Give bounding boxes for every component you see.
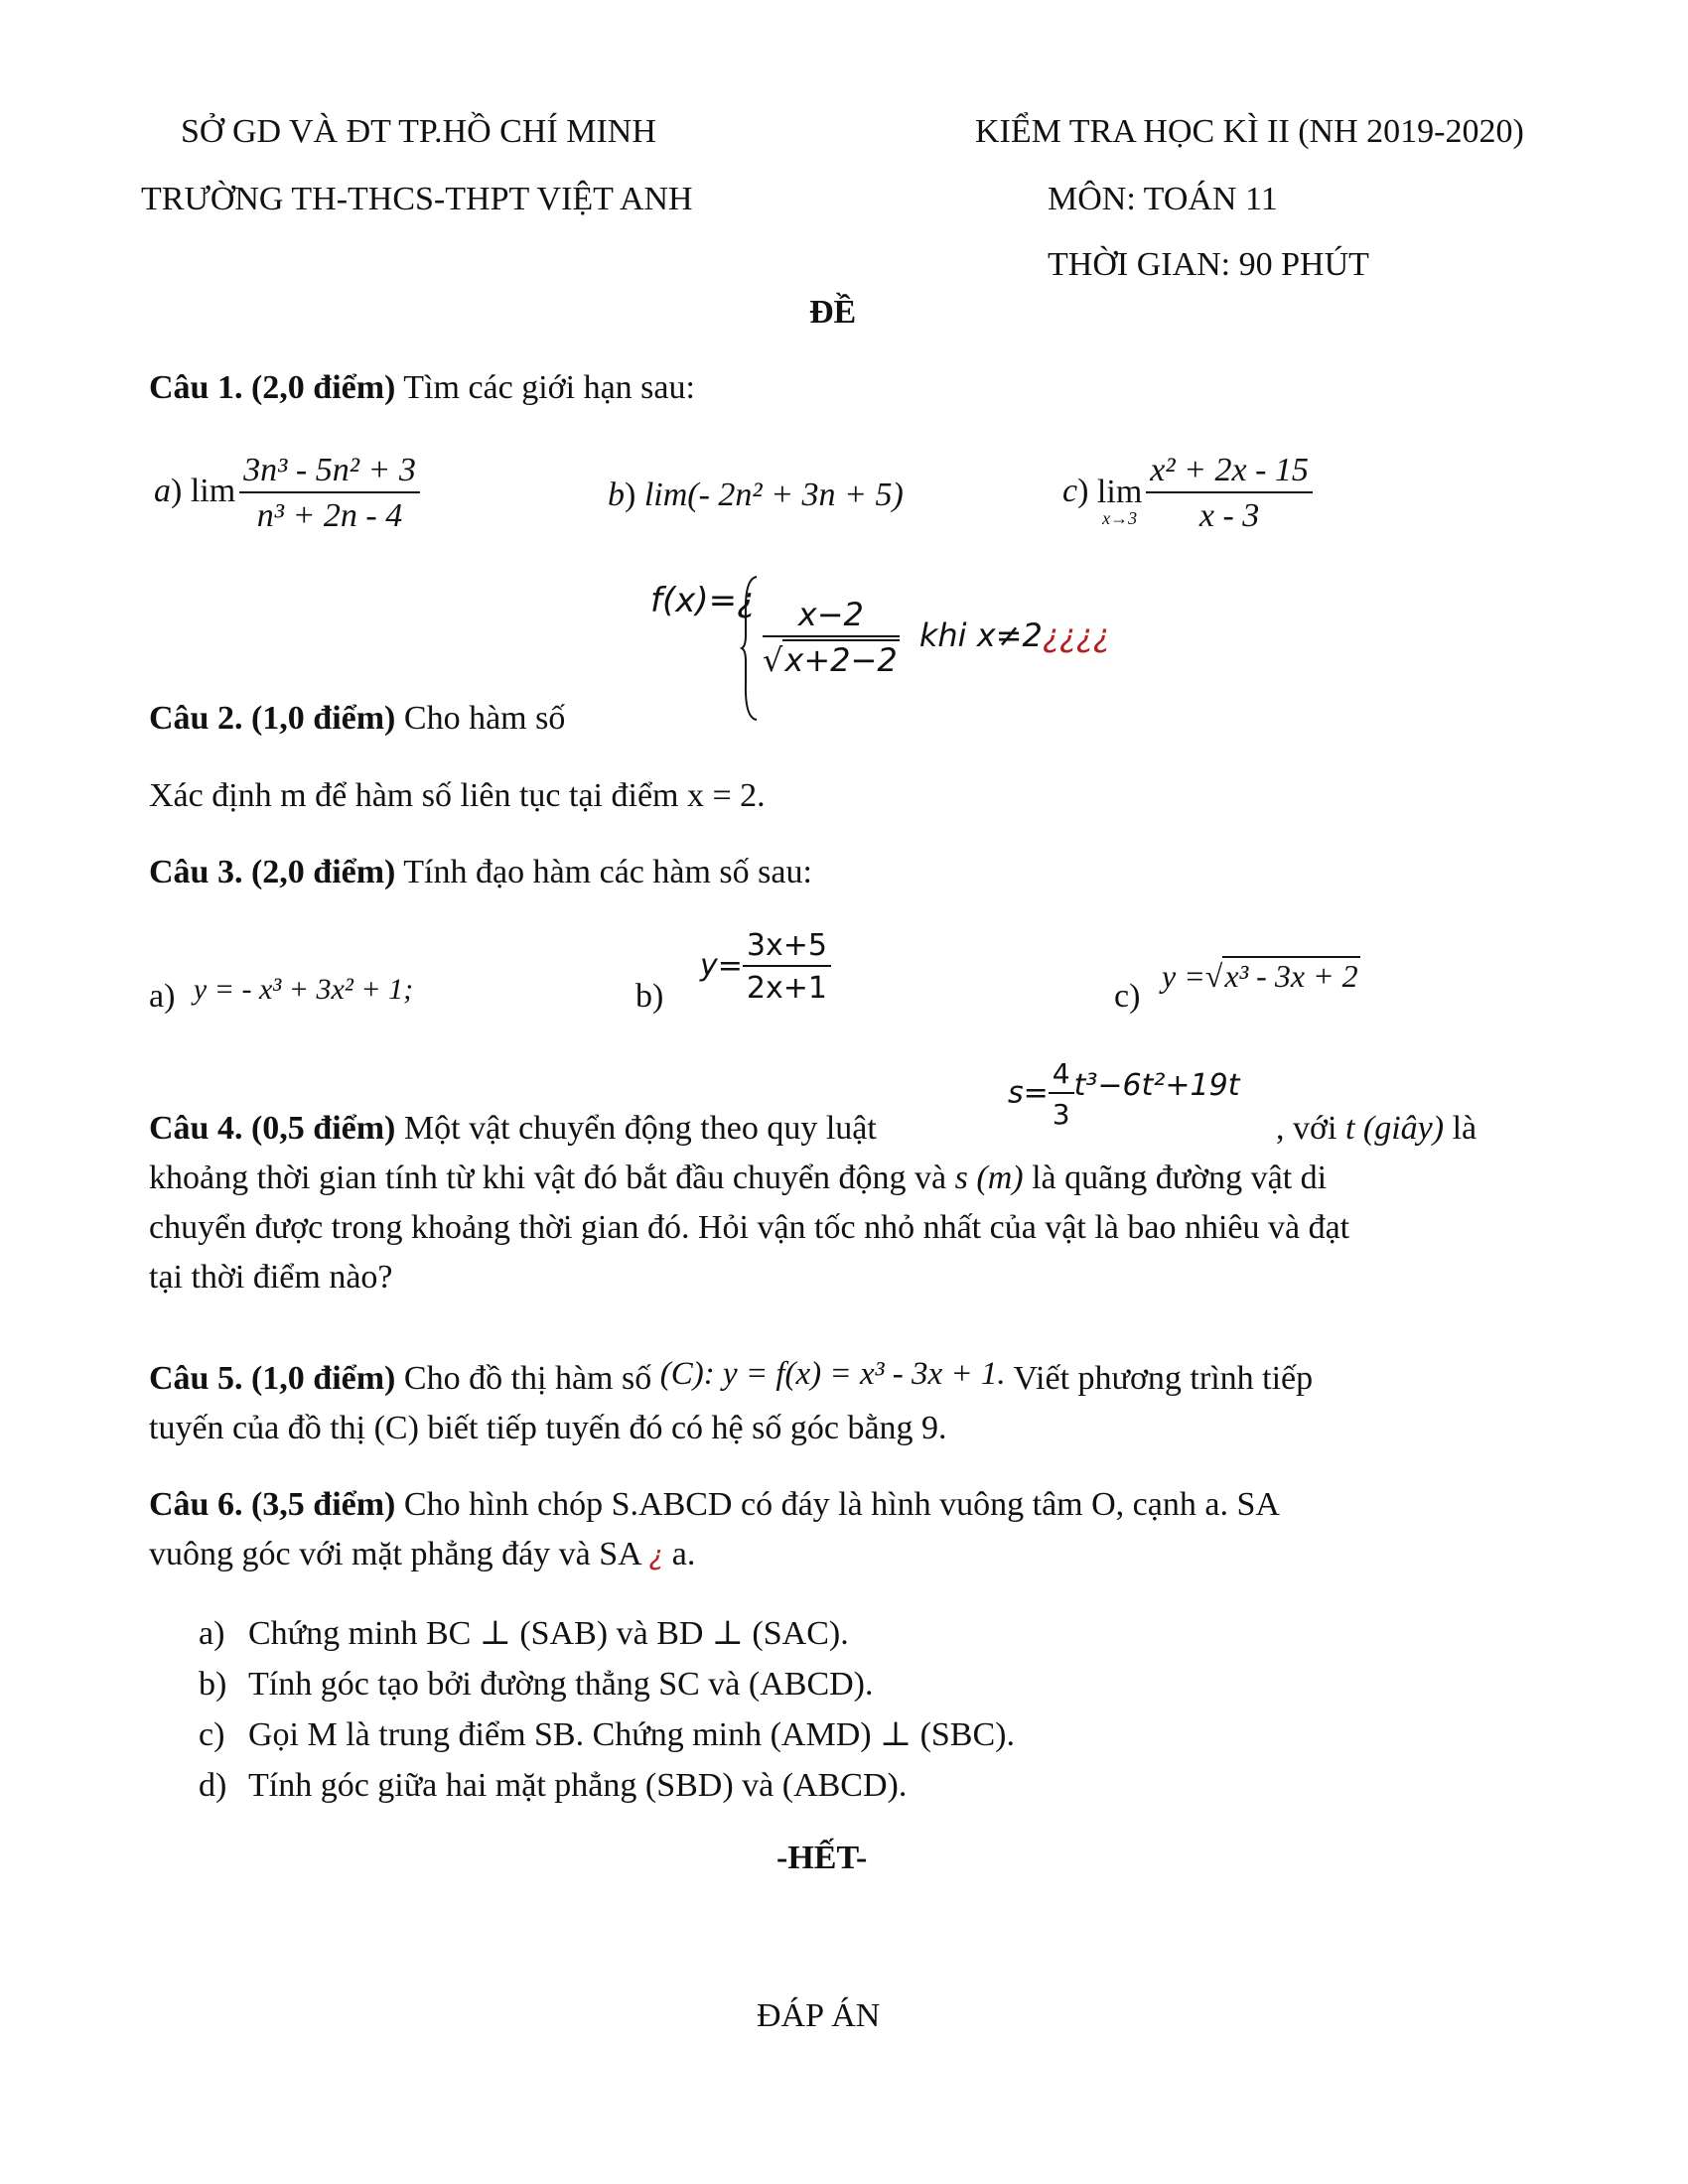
limit-a-lim: lim [190,472,236,509]
derivative-b-denominator: 2x+1 [746,971,827,1006]
question-1-label: Câu 1. (2,0 điểm) [149,369,396,406]
question-6-label: Câu 6. (3,5 điểm) [149,1486,396,1523]
subquestion-b-label: b) [199,1666,227,1703]
question-5-heading [149,1356,1314,1398]
motion-law-fraction-den: 3 [1052,1098,1070,1131]
piecewise-denominator: x+2−2 [784,641,898,679]
limit-c-denominator: x - 3 [1198,497,1260,534]
question-6-text: Cho hình chóp S.ABCD có đáy là hình vuông tâm O, cạnh a. SA [395,1486,1280,1523]
limit-a: a) lim $\frac{\text{3n³ - 5n² + 3}}{\text{n³ + 2n - 4}}$ [154,452,420,535]
question-6-line2-start: vuông góc với mặt phẳng đáy và SA [149,1536,649,1572]
question-1-heading [149,369,695,407]
piecewise-garbled-symbols: ¿¿¿¿ [1042,616,1110,654]
question-6-line2 [149,1536,695,1573]
question-6-subquestions [199,1608,1015,1811]
derivative-b-label: b) [635,978,664,1015]
question-5-label: Câu 5. (1,0 điểm) [149,1360,396,1397]
subquestion-c [199,1709,1015,1760]
subquestion-b-text: Tính góc tạo bởi đường thẳng SC và (ABCD). [248,1666,874,1703]
question-6-heading [149,1486,1280,1524]
piecewise-lhs: f(x)=¿ [650,581,756,620]
question-5-text: Cho đồ thị hàm số [395,1360,660,1397]
question-1-text: Tìm các giới hạn sau: [395,369,695,406]
limit-c: c) lim x→3 $\frac{\text{x² + 2x - 15}}{x - 3}$ [1062,452,1313,535]
header-school: TRƯỜNG TH-THCS-THPT VIỆT ANH [141,181,693,217]
question-3-text: Tính đạo hàm các hàm số sau: [395,854,812,890]
question-6-garbled-symbol: ¿ [648,1539,664,1571]
derivative-b-lhs: y= [700,948,743,984]
question-5-line2: tuyến của đồ thị (C) biết tiếp tuyến đó có hệ số góc bằng 9. [149,1410,947,1446]
piecewise-brace [740,574,760,723]
subquestion-d [199,1760,1015,1811]
question-4-text: Một vật chuyển động theo quy luật [395,1110,877,1147]
derivative-a-label: a) [149,978,176,1015]
subquestion-a [199,1608,1015,1659]
question-2-label: Câu 2. (1,0 điểm) [149,700,396,737]
question-4-line1-tail [1276,1110,1477,1148]
limit-a-denominator: n³ + 2n - 4 [256,497,403,534]
limit-b: b) lim(- 2n² + 3n + 5) [608,477,904,513]
subquestion-a-text: Chứng minh BC ⊥ (SAB) và BD ⊥ (SAC). [248,1615,849,1652]
subquestion-a-label: a) [199,1615,225,1652]
question-4-time-variable: t (giây) [1344,1110,1445,1147]
derivative-b [700,928,831,1006]
derivative-a [149,973,414,1016]
header-department: SỞ GD VÀ ĐT TP.HỒ CHÍ MINH [181,113,656,150]
question-4-after-time: là [1444,1110,1477,1147]
answer-key-heading: ĐÁP ÁN [757,1997,881,2034]
question-4-line2 [149,1160,1327,1197]
limit-c-prefix: c [1062,472,1078,509]
question-4-label: Câu 4. (0,5 điểm) [149,1110,396,1147]
limit-b-expression: lim(- 2n² + 3n + 5) [643,477,904,513]
question-6-line2-end: a. [663,1536,696,1572]
question-4-line4: tại thời điểm nào? [149,1259,393,1296]
subquestion-c-label: c) [199,1716,225,1753]
question-4-distance-variable: s (m) [954,1160,1024,1196]
question-4-after-formula: , với [1276,1110,1345,1147]
question-3-heading [149,854,812,891]
limit-c-lim: lim [1096,474,1143,510]
subquestion-d-label: d) [199,1767,227,1804]
subquestion-d-text: Tính góc giữa hai mặt phẳng (SBD) và (ABCD). [248,1767,908,1804]
derivative-a-expression: y = - x³ + 3x² + 1; [193,973,414,1006]
limit-c-numerator: x² + 2x - 15 [1146,452,1313,493]
derivative-c-label: c) [1114,978,1141,1015]
question-4-line2-end: là quãng đường vật di [1023,1160,1328,1196]
exam-heading: ĐỀ [809,294,857,331]
limit-a-numerator: 3n³ - 5n² + 3 [239,452,420,493]
question-2-instruction: Xác định m để hàm số liên tục tại điểm x = 2. [149,777,766,814]
limit-c-approach: x→3 [1102,508,1138,528]
motion-law-lhs: s= [1008,1075,1049,1111]
motion-law-fraction-num: 4 [1049,1057,1074,1094]
question-4-heading [149,1110,877,1148]
question-3-label: Câu 3. (2,0 điểm) [149,854,396,890]
derivative-c-lhs: y = [1162,958,1205,994]
header-duration: THỜI GIAN: 90 PHÚT [1048,246,1369,283]
motion-law-formula [1008,1057,1239,1131]
derivative-b-numerator: 3x+5 [743,928,831,967]
question-5-formula: (C): y = f(x) = x³ - 3x + 1. [659,1356,1006,1392]
subquestion-b [199,1659,1015,1709]
derivative-c: y =√x³ - 3x + 2 [1162,958,1358,994]
limit-a-prefix: a [154,472,171,509]
header-subject: MÔN: TOÁN 11 [1048,181,1278,217]
motion-law-rest: t³−6t²+19t [1073,1067,1240,1103]
header-exam-title: KIỂM TRA HỌC KÌ II (NH 2019-2020) [975,113,1524,150]
question-4-line3: chuyển được trong khoảng thời gian đó. Hỏi vận tốc nhỏ nhất của vật là bao nhiêu và đạt [149,1209,1350,1246]
question-5-after: Viết phương trình tiếp [1005,1360,1314,1397]
end-of-exam-mark: -HẾT- [776,1840,868,1876]
limit-b-prefix: b [608,477,625,513]
subquestion-c-text: Gọi M là trung điểm SB. Chứng minh (AMD) ⊥ (SBC). [248,1716,1015,1753]
question-4-line2-start: khoảng thời gian tính từ khi vật đó bắt đầu chuyển động và [149,1160,955,1196]
derivative-c-radicand: x³ - 3x + 2 [1224,958,1358,994]
piecewise-numerator: x−2 [763,596,900,637]
question-2-text: Cho hàm số [395,700,566,737]
question-2-heading [149,700,565,738]
piecewise-branch: $\frac{x-2}{√x+2-2}$ khi x≠2¿¿¿¿ [763,596,1110,679]
piecewise-condition: khi x≠2 [918,616,1043,654]
